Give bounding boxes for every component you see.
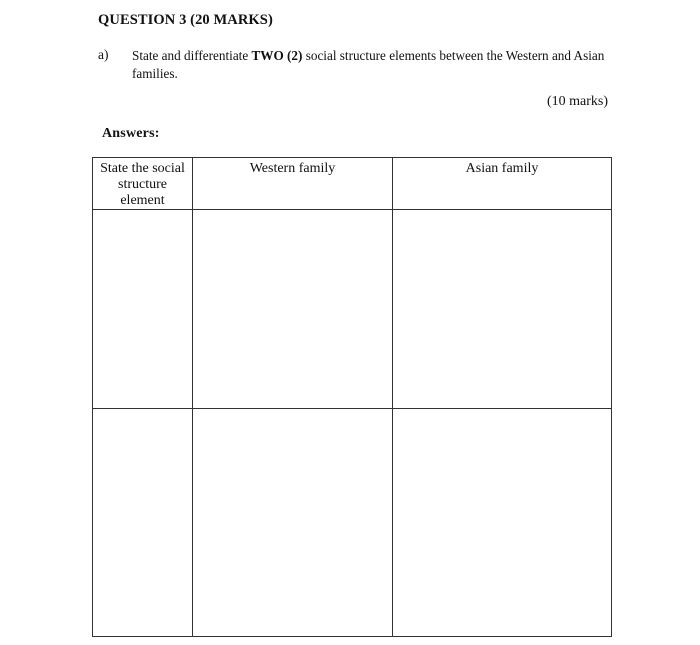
table-row xyxy=(93,210,612,409)
table-header-row xyxy=(93,158,612,210)
column-header-asian-family: Asian family xyxy=(393,158,612,210)
answer-table xyxy=(92,157,612,637)
answers-label: Answers: xyxy=(102,126,160,141)
part-a-text-start: State and differentiate xyxy=(132,48,252,63)
part-a-text-end: social structure elements between the Western and Asian families. xyxy=(132,48,605,81)
part-a-text-bold: TWO (2) xyxy=(251,48,303,63)
column-header-western-family: Western family xyxy=(193,158,393,210)
table-row xyxy=(93,409,612,637)
answer-cell-asian-2[interactable] xyxy=(393,409,612,637)
part-a-label: a) xyxy=(98,47,109,62)
question-title: QUESTION 3 (20 MARKS) xyxy=(98,12,273,28)
marks-allocation: (10 marks) xyxy=(546,94,608,109)
column-header-element: State the social structure element xyxy=(93,158,193,210)
answer-cell-western-2[interactable] xyxy=(193,409,393,637)
answer-cell-asian-1[interactable] xyxy=(393,210,612,409)
answer-cell-western-1[interactable] xyxy=(193,210,393,409)
answer-cell-element-1[interactable] xyxy=(93,210,193,409)
answer-cell-element-2[interactable] xyxy=(93,409,193,637)
part-a-question-text xyxy=(132,47,612,83)
